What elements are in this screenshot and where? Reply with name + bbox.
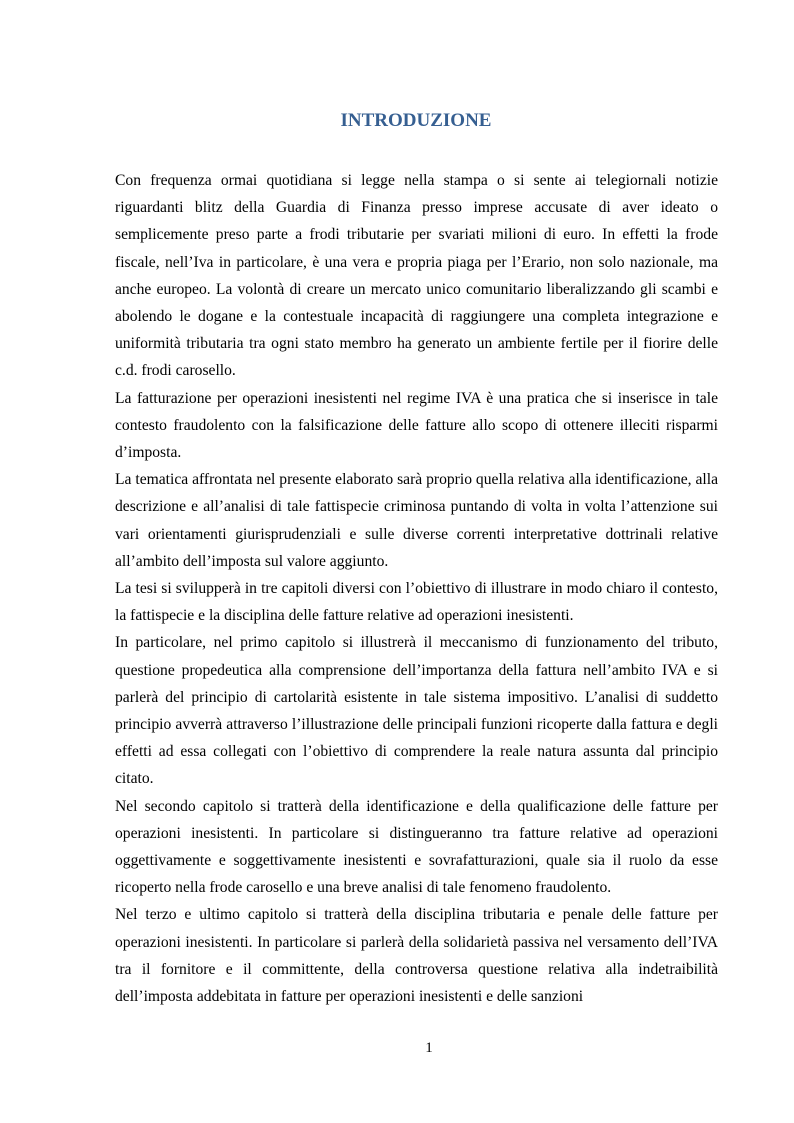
body-text: [115, 167, 718, 1010]
paragraph-2: La fatturazione per operazioni inesistenti nel regime IVA è una pratica che si inserisce in tale contesto fraudolento con la falsificazione delle fatture allo scopo di ottenere illeciti risparmi d’imposta.: [115, 389, 718, 462]
paragraph-1: Con frequenza ormai quotidiana si legge nella stampa o si sente ai telegiornali notizie riguardanti blitz della Guardia di Finanza presso imprese accusate di aver ideato o semplicemente preso parte a frodi tributarie per svariati milioni di euro. In effetti la frode fiscale, nell’Iva in particolare, è una vera e propria piaga per l’Erario, non solo nazionale, ma anche europeo. La volontà di creare un mercato unico comunitario liberalizzando gli scambi e abolendo le dogane e la contestuale incapacità di raggiungere una completa integrazione e uniformità tributaria tra ogni stato membro ha generato un ambiente fertile per il fiorire delle c.d. frodi carosello.: [115, 172, 718, 380]
paragraph-7: Nel terzo e ultimo capitolo si tratterà della disciplina tributaria e penale delle fatture per operazioni inesistenti. In particolare si parlerà della solidarietà passiva nel versamento dell’IVA tra il fornitore e il committente, della controversa questione relativa alla indetraibilità dell’imposta addebitata in fatture per operazioni inesistenti e delle sanzioni: [115, 906, 718, 1006]
paragraph-6: Nel secondo capitolo si tratterà della identificazione e della qualificazione delle fatture per operazioni inesistenti. In particolare si distingueranno tra fatture relative ad operazioni oggettivamente e soggettivamente inesistenti e sovrafatturazioni, quale sia il ruolo da esse ricoperto nella frode carosello e una breve analisi di tale fenomeno fraudolento.: [115, 797, 718, 897]
page-number: 1: [425, 1040, 433, 1056]
paragraph-4: La tesi si svilupperà in tre capitoli diversi con l’obiettivo di illustrare in modo chiaro il contesto, la fattispecie e la disciplina delle fatture relative ad operazioni inesistenti.: [115, 580, 718, 625]
page-title: INTRODUZIONE: [340, 110, 492, 131]
paragraph-5: In particolare, nel primo capitolo si illustrerà il meccanismo di funzionamento del tributo, questione propedeutica alla comprensione dell’importanza della fattura nell’ambito IVA e si parlerà del principio di cartolarità esistente in tale sistema impositivo. L’analisi di suddetto principio avverrà attraverso l’illustrazione delle principali funzioni ricoperte dalla fattura e degli effetti ad essa collegati con l’obiettivo di comprendere la reale natura assunta dal principio citato.: [115, 634, 718, 788]
paragraph-3: La tematica affrontata nel presente elaborato sarà proprio quella relativa alla identificazione, alla descrizione e all’analisi di tale fattispecie criminosa puntando di volta in volta l’attenzione sui vari orientamenti giurisprudenziali e sulle diverse correnti interpretative dottrinali relative all’ambito dell’imposta sul valore aggiunto.: [115, 471, 718, 570]
